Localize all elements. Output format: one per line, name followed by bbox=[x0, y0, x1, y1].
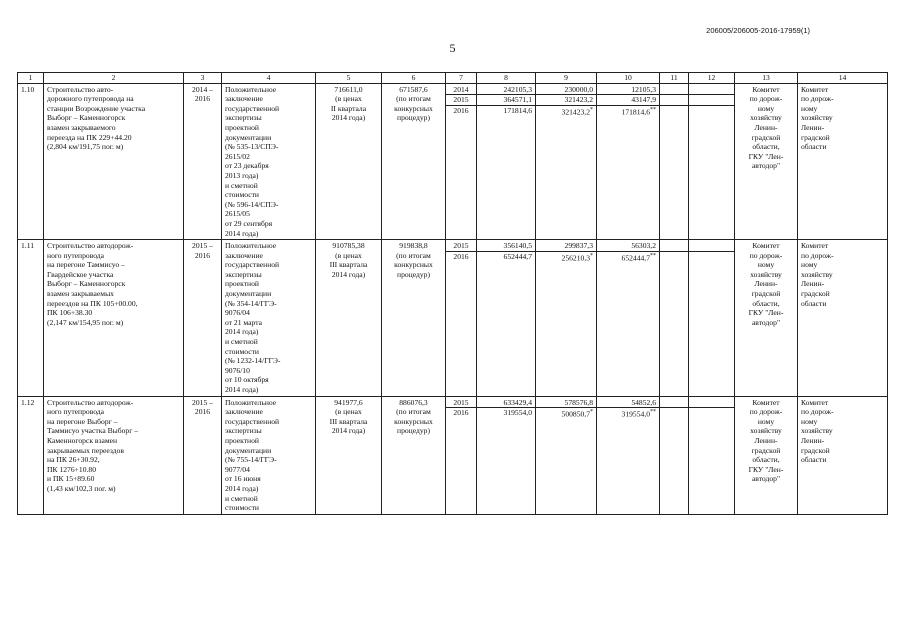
column-header-12: 12 bbox=[689, 73, 735, 84]
funding-years-value: 2016 bbox=[453, 251, 469, 261]
funding-col-9-value: 500850,7* bbox=[561, 409, 593, 419]
column-header-14: 14 bbox=[798, 73, 888, 84]
funding-col-10 bbox=[597, 83, 660, 240]
page-number: 5 bbox=[449, 41, 456, 55]
funding-col-10 bbox=[597, 240, 660, 397]
column-header-1: 1 bbox=[18, 73, 44, 84]
funding-col-9-value: 256210,3* bbox=[561, 252, 593, 263]
funding-years-value: 2015 bbox=[446, 241, 476, 252]
header-row bbox=[18, 73, 888, 84]
table-row bbox=[18, 83, 888, 240]
column-header-6: 6 bbox=[382, 73, 446, 84]
column-header-4: 4 bbox=[222, 73, 316, 84]
row-number: 1.10 bbox=[18, 83, 44, 240]
funding-col-9-value: 321423,2* bbox=[561, 106, 593, 117]
funding-col-11 bbox=[660, 396, 689, 514]
column-header-5: 5 bbox=[316, 73, 382, 84]
expertise-basis: Положительное заключение государственной экспертизы проектной документации (№ 354-14/ГГЭ- 9076/04 от 21 марта 2014 года) и сметной стоимости (№ 1232-14/ГГЭ- 9076/10 от 10 октября 2014 года) bbox=[222, 240, 316, 397]
responsible-body: Комитет по дорож- ному хозяйству Ленин- градской области bbox=[798, 240, 888, 397]
implementation-period: 2014 – 2016 bbox=[184, 83, 222, 240]
total-funding-value: 633429,4 bbox=[477, 398, 535, 409]
funding-col-10-value: 12105,3 bbox=[597, 85, 659, 96]
table-row bbox=[18, 240, 888, 397]
funding-years bbox=[446, 396, 477, 514]
column-header-2: 2 bbox=[44, 73, 184, 84]
row-number: 1.11 bbox=[18, 240, 44, 397]
total-funding bbox=[477, 83, 536, 240]
funding-col-9-value: 321423,2 bbox=[536, 95, 596, 106]
contract-cost: 886076,3 (по итогам конкурсных процедур) bbox=[382, 396, 446, 514]
funding-years-value: 2015 bbox=[446, 398, 476, 409]
expertise-basis: Положительное заключение государственной экспертизы проектной документации (№ 755-14/ГГЭ- 9077/04 от 16 июня 2014 года) и сметной стоимости bbox=[222, 396, 316, 514]
implementation-period: 2015 – 2016 bbox=[184, 240, 222, 397]
expertise-basis: Положительное заключение государственной экспертизы проектной документации (№ 535-13/СПЭ- 2615/02 от 23 декабря 2013 года) и сметной стоимости (№ 596-14/СПЭ- 2615/05 от 29 сентября 2014 года) bbox=[222, 83, 316, 240]
total-funding-value: 319554,0 bbox=[503, 408, 532, 418]
total-funding-value: 364571,1 bbox=[477, 95, 535, 106]
funding-col-9-value: 578576,8 bbox=[536, 398, 596, 409]
object-name: Строительство авто- дорожного путепровода на станции Возрождение участка Выборг – Каменногорск взамен закрываемого переезда на ПК 229+44.20 (2,804 км/191,75 пог. м) bbox=[44, 83, 184, 240]
funding-col-12 bbox=[689, 396, 735, 514]
table-row bbox=[18, 396, 888, 514]
document-id: 206005/206005-2016-17959(1) bbox=[706, 26, 810, 35]
funding-col-10 bbox=[597, 396, 660, 514]
row-number: 1.12 bbox=[18, 396, 44, 514]
column-header-10: 10 bbox=[597, 73, 660, 84]
responsible-body: Комитет по дорож- ному хозяйству Ленин- градской области bbox=[798, 83, 888, 240]
funding-years-value: 2015 bbox=[446, 95, 476, 106]
funding-col-9-value: 299837,3 bbox=[536, 241, 596, 252]
funding-col-10-value: 43147,9 bbox=[597, 95, 659, 106]
funding-years-value: 2014 bbox=[446, 85, 476, 96]
customer: Комитет по дорож- ному хозяйству Ленин- градской области, ГКУ "Лен- автодор" bbox=[735, 83, 798, 240]
funding-years bbox=[446, 83, 477, 240]
funding-col-9-value: 230000,0 bbox=[536, 85, 596, 96]
funding-col-10-value: 319554,0** bbox=[621, 409, 656, 419]
column-header-3: 3 bbox=[184, 73, 222, 84]
program-table bbox=[17, 72, 888, 515]
column-header-7: 7 bbox=[446, 73, 477, 84]
funding-col-10-value: 54852,6 bbox=[597, 398, 659, 409]
funding-col-9 bbox=[536, 396, 597, 514]
column-header-9: 9 bbox=[536, 73, 597, 84]
responsible-body: Комитет по дорож- ному хозяйству Ленин- градской области bbox=[798, 396, 888, 514]
total-funding bbox=[477, 396, 536, 514]
total-funding-value: 242105,3 bbox=[477, 85, 535, 96]
total-funding-value: 356140,5 bbox=[477, 241, 535, 252]
estimated-cost: 716611,0 (в ценах II квартала 2014 года) bbox=[316, 83, 382, 240]
estimated-cost: 941977,6 (в ценах III квартала 2014 года) bbox=[316, 396, 382, 514]
funding-col-9 bbox=[536, 240, 597, 397]
total-funding-value: 171814,6 bbox=[503, 105, 532, 115]
funding-years bbox=[446, 240, 477, 397]
funding-col-11 bbox=[660, 240, 689, 397]
implementation-period: 2015 – 2016 bbox=[184, 396, 222, 514]
column-header-13: 13 bbox=[735, 73, 798, 84]
column-header-11: 11 bbox=[660, 73, 689, 84]
funding-col-12 bbox=[689, 83, 735, 240]
total-funding bbox=[477, 240, 536, 397]
estimated-cost: 910785,38 (в ценах III квартала 2014 года) bbox=[316, 240, 382, 397]
funding-years-value: 2016 bbox=[453, 408, 469, 418]
total-funding-value: 652444,7 bbox=[503, 251, 532, 261]
funding-col-12 bbox=[689, 240, 735, 397]
funding-years-value: 2016 bbox=[453, 105, 469, 115]
funding-col-9 bbox=[536, 83, 597, 240]
object-name: Строительство автодорож- ного путепровода на перегоне Выборг – Таммисуо участка Выборг – Каменногорск взамен закрываемых переездов на ПК 26+30.92, ПК 1276+10.80 и ПК 15+89.60 (1,43 км/102,3 пог. м) bbox=[44, 396, 184, 514]
funding-col-10-value: 171814,6** bbox=[621, 106, 656, 117]
column-header-8: 8 bbox=[477, 73, 536, 84]
contract-cost: 671587,6 (по итогам конкурсных процедур) bbox=[382, 83, 446, 240]
funding-col-10-value: 652444,7** bbox=[621, 252, 656, 263]
funding-col-11 bbox=[660, 83, 689, 240]
contract-cost: 919838,8 (по итогам конкурсных процедур) bbox=[382, 240, 446, 397]
customer: Комитет по дорож- ному хозяйству Ленин- градской области, ГКУ "Лен- автодор" bbox=[735, 396, 798, 514]
object-name: Строительство автодорож- ного путепровода на перегоне Таммисуо – Гвардейское участка Выборг – Каменногорск взамен закрываемых переездов на ПК 105+00.00, ПК 106+38.30 (2,147 км/154,95 пог. м) bbox=[44, 240, 184, 397]
customer: Комитет по дорож- ному хозяйству Ленин- градской области, ГКУ "Лен- автодор" bbox=[735, 240, 798, 397]
funding-col-10-value: 56303,2 bbox=[597, 241, 659, 252]
